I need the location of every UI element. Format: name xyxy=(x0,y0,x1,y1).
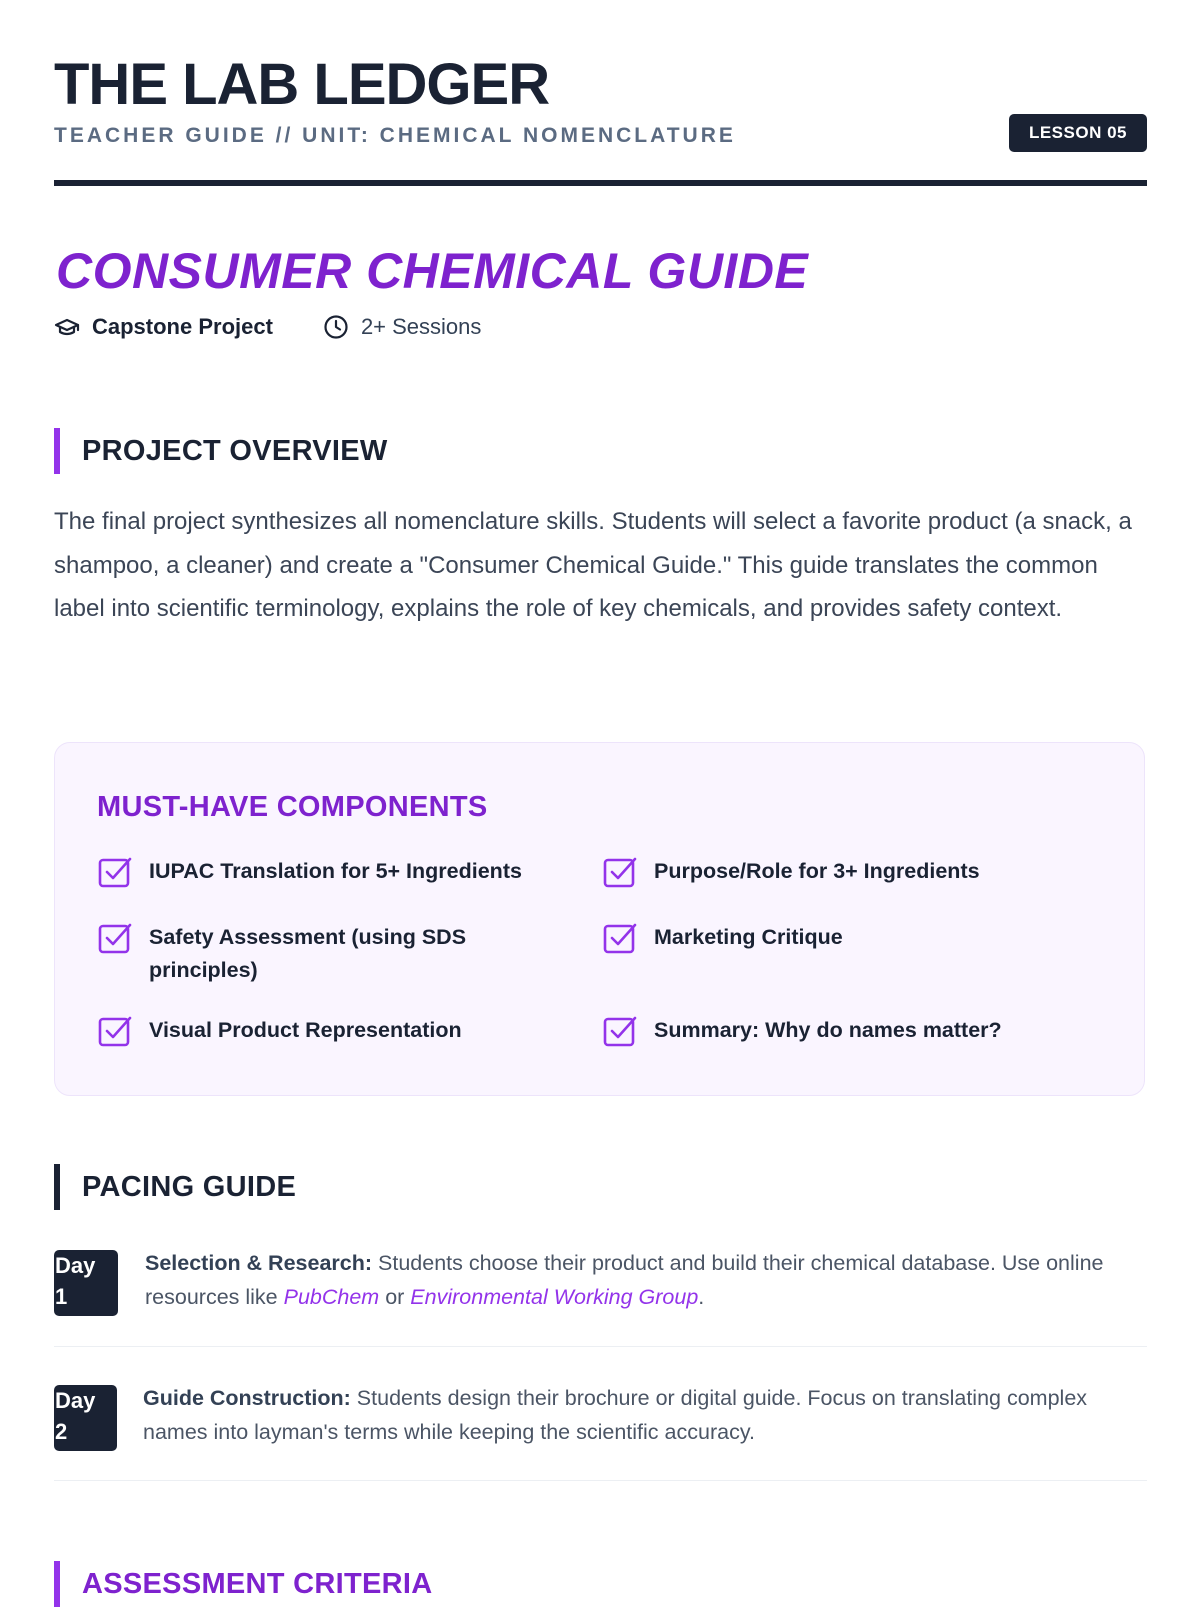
section-header-assessment xyxy=(54,1561,433,1607)
meta-sessions-label: 2+ Sessions xyxy=(360,314,482,339)
pubchem-link[interactable]: PubChem xyxy=(283,1285,380,1309)
day-badge xyxy=(54,1385,117,1451)
component-item xyxy=(97,855,537,889)
section-title: PACING GUIDE xyxy=(82,1170,297,1203)
section-accent-bar xyxy=(54,428,60,474)
checkbox-checked-icon xyxy=(602,853,638,889)
day-text-part: . xyxy=(698,1285,705,1309)
day-badge xyxy=(54,1250,118,1316)
component-label: IUPAC Translation for 5+ Ingredients xyxy=(149,859,522,883)
day-title: Selection & Research: xyxy=(145,1251,373,1275)
section-accent-bar xyxy=(54,1164,60,1210)
day-badge-word: Day xyxy=(55,1388,96,1413)
overview-text: The final project synthesizes all nomenclature skills. Students will select a favorite product (a snack, a shampoo, a cleaner) and create a "Consumer Chemical Guide." This guide translates the common label into scientific terminology, explains the role of key chemicals, and provides safety context. xyxy=(54,508,1132,622)
component-item xyxy=(602,855,1042,889)
section-accent-bar xyxy=(54,1561,60,1607)
component-label: Marketing Critique xyxy=(654,925,843,949)
component-label: Safety Assessment (using SDS principles) xyxy=(149,925,467,982)
pacing-day-2 xyxy=(54,1385,1147,1451)
row-divider xyxy=(54,1346,1147,1347)
meta-project-type-label: Capstone Project xyxy=(92,314,273,339)
day-title: Guide Construction: xyxy=(143,1386,351,1410)
meta-project-type xyxy=(54,314,273,340)
day-badge-number: 2 xyxy=(55,1419,68,1444)
day-description xyxy=(143,1381,1147,1451)
component-label: Visual Product Representation xyxy=(149,1018,462,1042)
day-text-part: Students choose their product and build their chemical database. Use online resources like xyxy=(145,1251,1104,1309)
lesson-badge: LESSON 05 xyxy=(1009,114,1147,152)
components-title: MUST-HAVE COMPONENTS xyxy=(97,791,488,823)
checkbox-checked-icon xyxy=(97,853,133,889)
section-title: ASSESSMENT CRITERIA xyxy=(82,1567,433,1600)
day-badge-number: 1 xyxy=(55,1284,68,1309)
components-card xyxy=(54,742,1145,1096)
section-header-overview xyxy=(54,428,388,474)
component-item xyxy=(602,1014,1042,1048)
pacing-day-1 xyxy=(54,1250,1147,1316)
meta-sessions xyxy=(323,314,481,340)
checkbox-checked-icon xyxy=(602,919,638,955)
day-description xyxy=(145,1246,1147,1316)
section-title: PROJECT OVERVIEW xyxy=(82,434,388,467)
row-divider xyxy=(54,1480,1147,1481)
day-text-part: or xyxy=(379,1285,411,1309)
component-item xyxy=(97,1014,537,1048)
day-badge-word: Day xyxy=(55,1253,96,1278)
checkbox-checked-icon xyxy=(602,1012,638,1048)
header-rule xyxy=(54,180,1147,186)
component-label: Summary: Why do names matter? xyxy=(654,1018,1002,1042)
guide-subtitle: TEACHER GUIDE // UNIT: CHEMICAL NOMENCLATURE xyxy=(54,124,736,147)
day-text-part: Students design their brochure or digital guide. Focus on translating complex names into layman's terms while keeping the scientific accuracy. xyxy=(143,1386,1088,1444)
graduation-cap-icon xyxy=(54,317,80,337)
ewg-link[interactable]: Environmental Working Group xyxy=(410,1285,699,1309)
brand-title: THE LAB LEDGER xyxy=(54,52,550,117)
component-item xyxy=(97,921,477,987)
section-header-pacing xyxy=(54,1164,296,1210)
checkbox-checked-icon xyxy=(97,919,133,955)
masthead xyxy=(54,52,1147,148)
clock-icon xyxy=(323,314,349,340)
meta-row xyxy=(54,314,531,340)
component-label: Purpose/Role for 3+ Ingredients xyxy=(654,859,980,883)
component-item xyxy=(602,921,1042,955)
document-title: CONSUMER CHEMICAL GUIDE xyxy=(56,243,809,299)
checkbox-checked-icon xyxy=(97,1012,133,1048)
